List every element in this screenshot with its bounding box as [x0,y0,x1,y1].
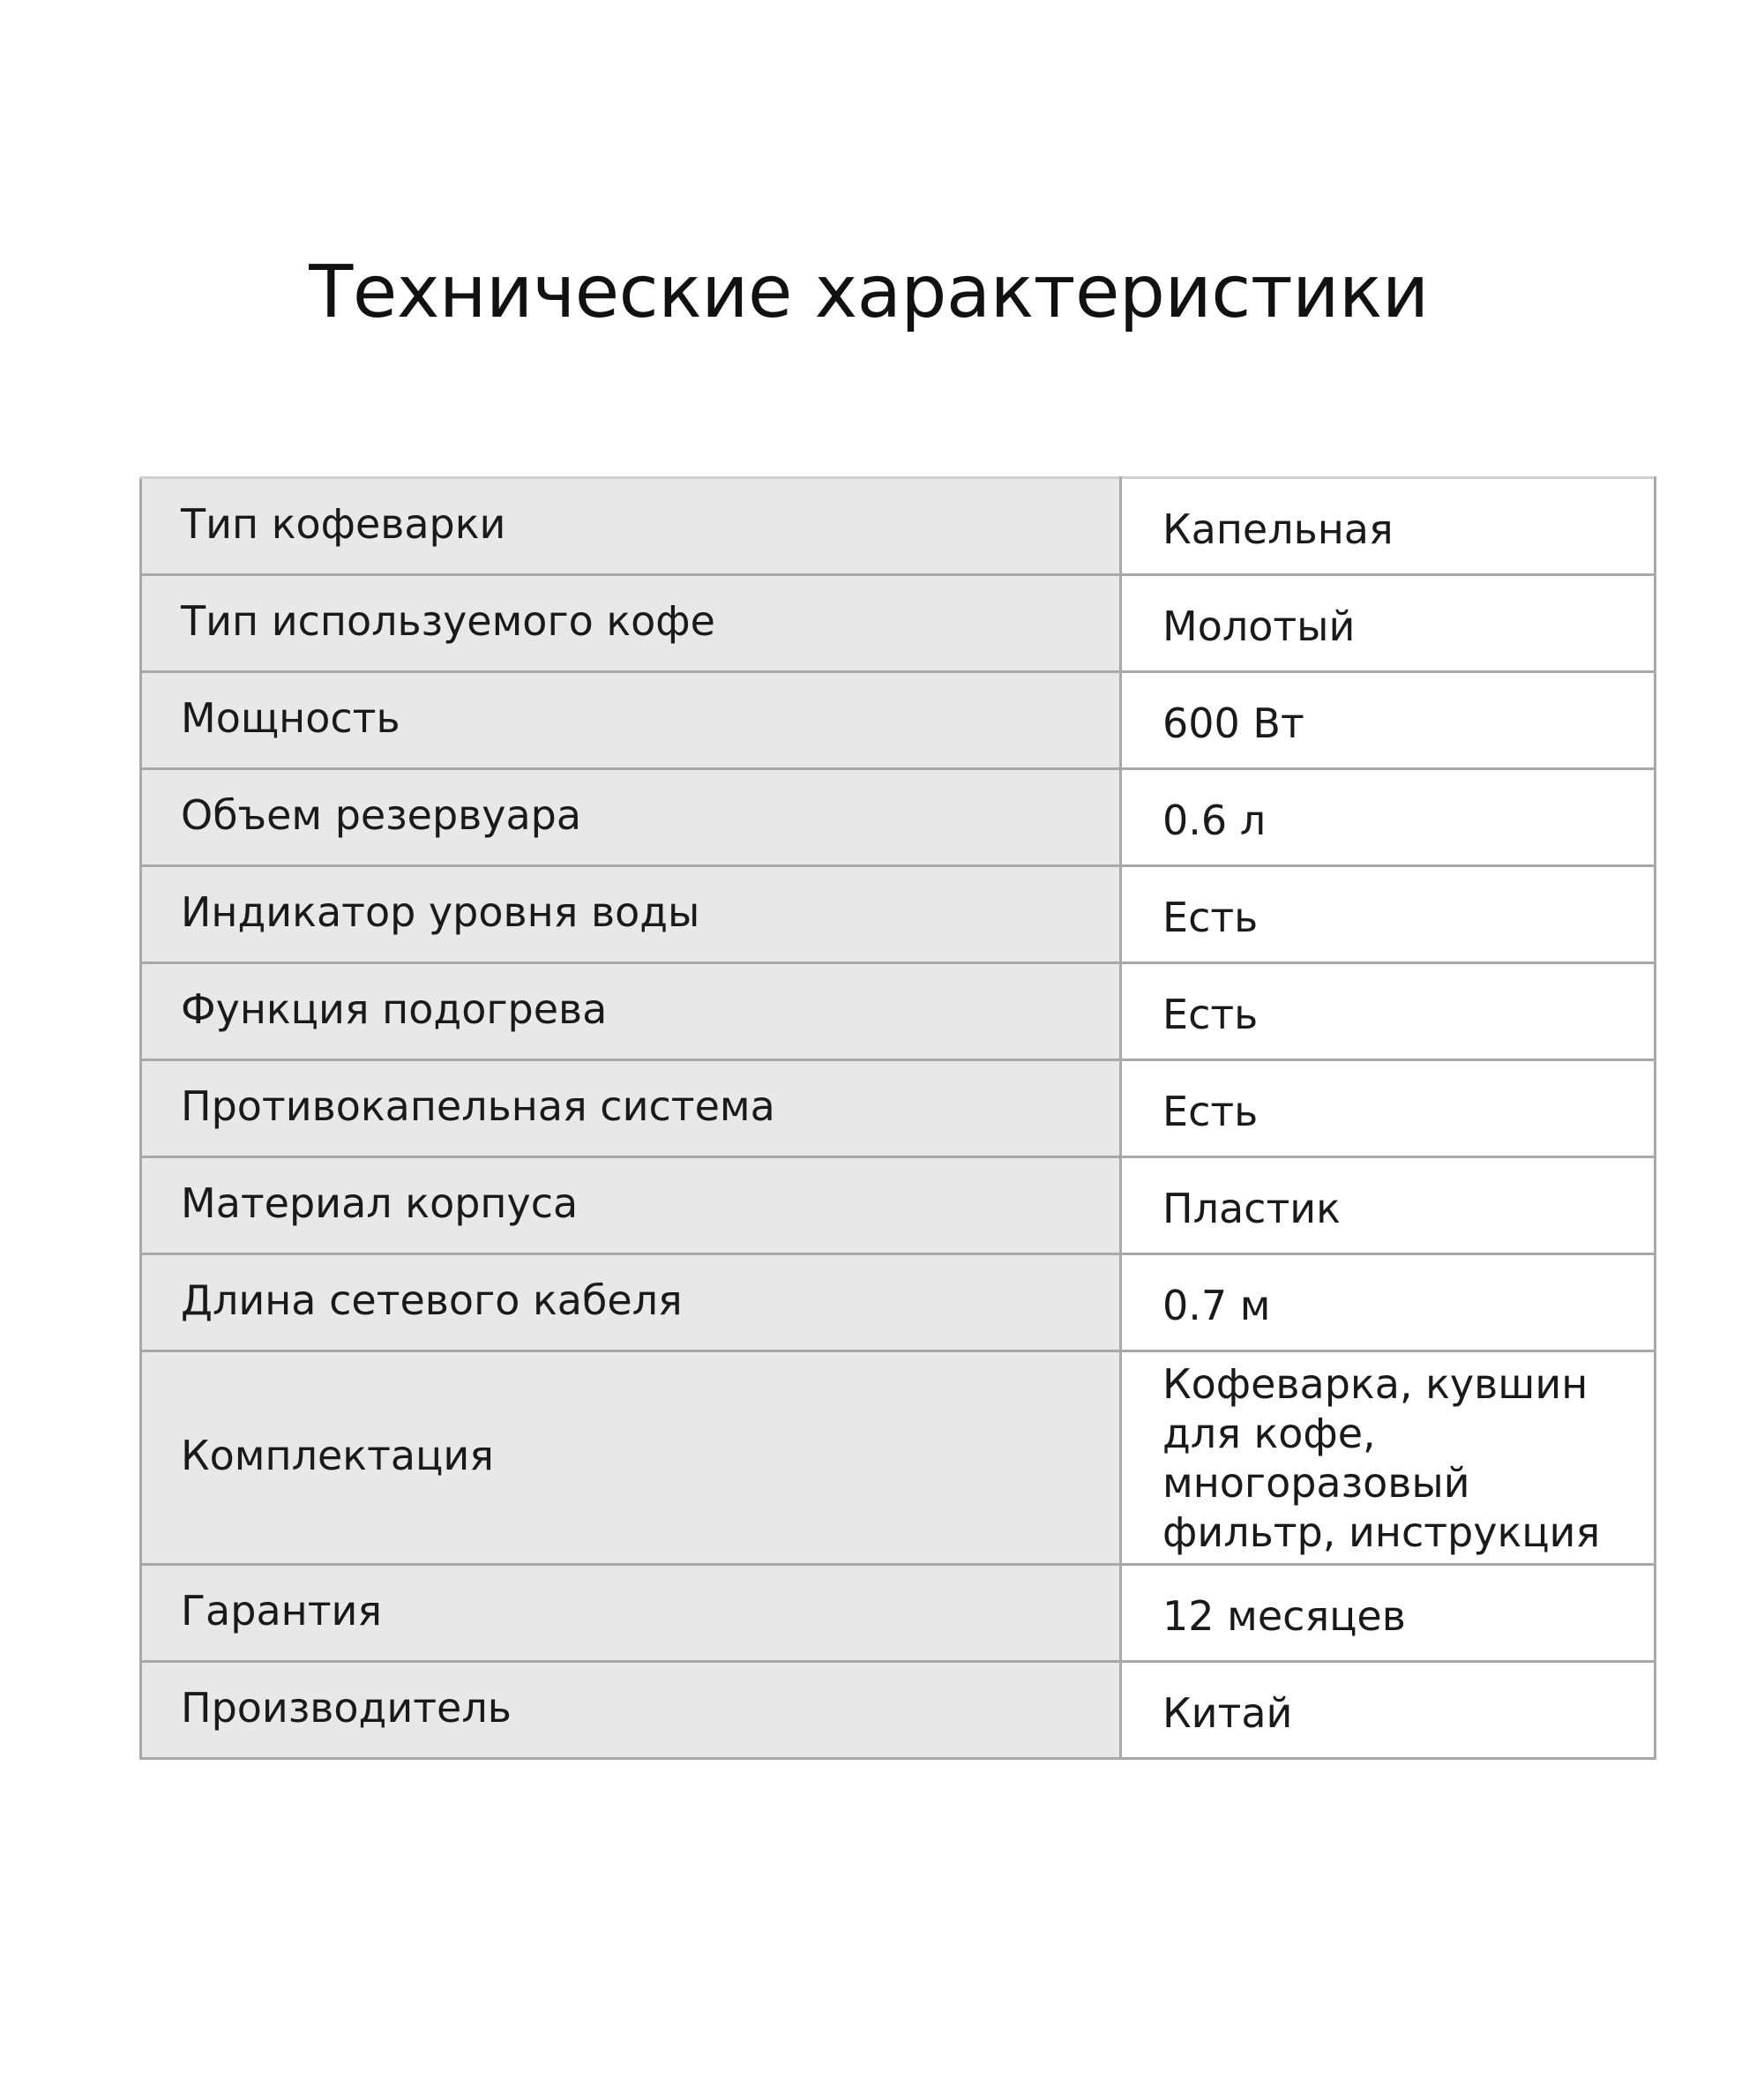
table-row [141,1565,1656,1662]
spec-label: Объем резервуара [141,769,1121,866]
spec-value: 0.7 м [1121,1254,1656,1351]
table-row [141,478,1656,575]
spec-label: Материал корпуса [141,1157,1121,1254]
table-row [141,866,1656,963]
spec-value: Есть [1121,866,1656,963]
spec-label: Тип кофеварки [141,478,1121,575]
spec-value: Есть [1121,1060,1656,1157]
table-row [141,1060,1656,1157]
table-row [141,963,1656,1060]
spec-label: Гарантия [141,1565,1121,1662]
spec-label: Производитель [141,1662,1121,1759]
spec-label: Индикатор уровня воды [141,866,1121,963]
spec-label: Комплектация [141,1351,1121,1565]
spec-value: Пластик [1121,1157,1656,1254]
spec-value: Молотый [1121,575,1656,672]
table-row [141,1157,1656,1254]
spec-value-line: Кофеварка, кувшин [1162,1359,1588,1408]
spec-label: Мощность [141,672,1121,769]
spec-value-line: фильтр, инструкция [1162,1508,1601,1556]
spec-value [1121,1351,1656,1565]
spec-label: Функция подогрева [141,963,1121,1060]
spec-value: 12 месяцев [1121,1565,1656,1662]
spec-table [139,476,1656,1760]
spec-value-line: для кофе, многоразовый [1162,1409,1470,1507]
spec-value: 0.6 л [1121,769,1656,866]
spec-value: Есть [1121,963,1656,1060]
spec-value: Китай [1121,1662,1656,1759]
table-row [141,672,1656,769]
spec-label: Длина сетевого кабеля [141,1254,1121,1351]
table-row [141,1662,1656,1759]
spec-label: Тип используемого кофе [141,575,1121,672]
table-row [141,575,1656,672]
page-title: Технические характеристики [309,251,1429,334]
table-row [141,1254,1656,1351]
table-row [141,769,1656,866]
spec-label: Противокапельная система [141,1060,1121,1157]
table-row [141,1351,1656,1565]
spec-value: 600 Вт [1121,672,1656,769]
spec-value: Капельная [1121,478,1656,575]
